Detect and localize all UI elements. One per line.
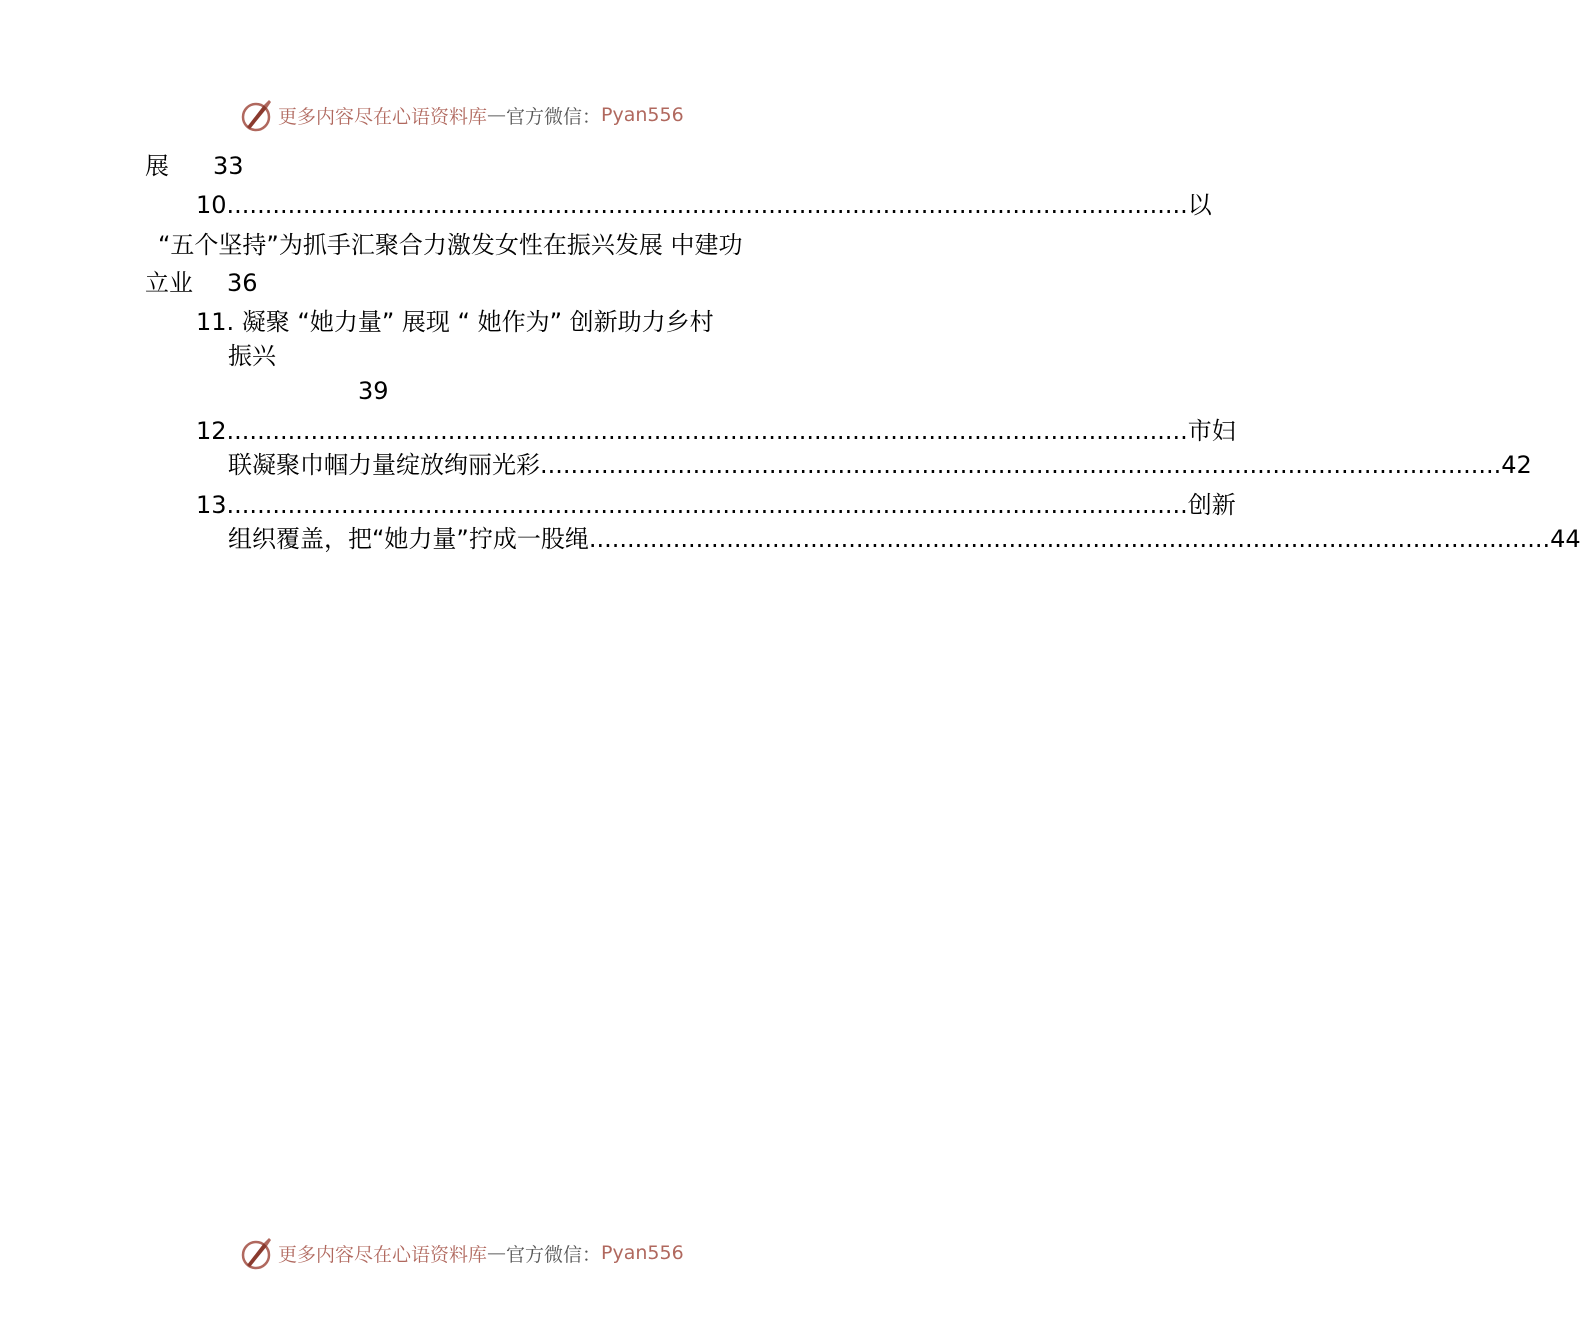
toc-item10-line3: 立业 36 xyxy=(145,269,258,297)
watermark-wechat-id: Pyan556 xyxy=(601,104,684,126)
watermark-official-label: 官方微信： xyxy=(506,105,602,128)
toc-leader-dots: .............................................................................................................................. xyxy=(226,491,1188,519)
toc-item10-line1[interactable]: 10 .............................................................................................................................. 以 xyxy=(196,191,1212,219)
toc-item9-page: 33 xyxy=(213,152,244,180)
toc-item11-line1[interactable]: 11. 凝聚 “她力量” 展现 “ 她作为” 创新助力乡村 xyxy=(196,308,714,336)
toc-leader-dots: .............................................................................................................................. xyxy=(226,191,1188,219)
watermark-dash: — xyxy=(487,1242,507,1264)
toc-item9-continuation: 展 33 xyxy=(145,152,244,180)
toc-item11-page: 39 xyxy=(358,377,389,405)
toc-leader-dots: .............................................................................................................................. xyxy=(588,525,1551,553)
toc-item13-page: 44 xyxy=(1550,525,1581,553)
toc-item12-line2: 联凝聚巾帼力量绽放绚丽光彩 .............................................................................................................................. 42 xyxy=(228,451,1532,479)
pen-logo-icon xyxy=(238,97,274,133)
toc-leader-dots: .............................................................................................................................. xyxy=(540,451,1502,479)
watermark-site-text: 更多内容尽在心语资料库 xyxy=(278,1243,488,1266)
toc-item11-line2: 振兴 xyxy=(228,342,276,370)
toc-item12-line1[interactable]: 12 .............................................................................................................................. 市妇 xyxy=(196,417,1236,445)
pen-logo-icon xyxy=(238,1235,274,1271)
watermark-wechat-id: Pyan556 xyxy=(601,1242,684,1264)
toc-item12-page: 42 xyxy=(1501,451,1532,479)
toc-item10-page: 36 xyxy=(227,269,258,297)
toc-item13-line2: 组织覆盖，把“她力量”拧成一股绳 .............................................................................................................................. 44 xyxy=(228,525,1581,553)
footer-watermark xyxy=(238,1233,684,1273)
header-watermark xyxy=(238,95,684,135)
toc-item13-line1[interactable]: 13 .............................................................................................................................. 创新 xyxy=(196,491,1236,519)
toc-item10-line2: “五个坚持”为抓手汇聚合力激发女性在振兴发展 中建功 xyxy=(158,231,743,259)
watermark-official-label: 官方微信： xyxy=(506,1243,602,1266)
toc-leader-dots: .............................................................................................................................. xyxy=(226,417,1188,445)
watermark-site-text: 更多内容尽在心语资料库 xyxy=(278,105,488,128)
watermark-dash: — xyxy=(487,104,507,126)
